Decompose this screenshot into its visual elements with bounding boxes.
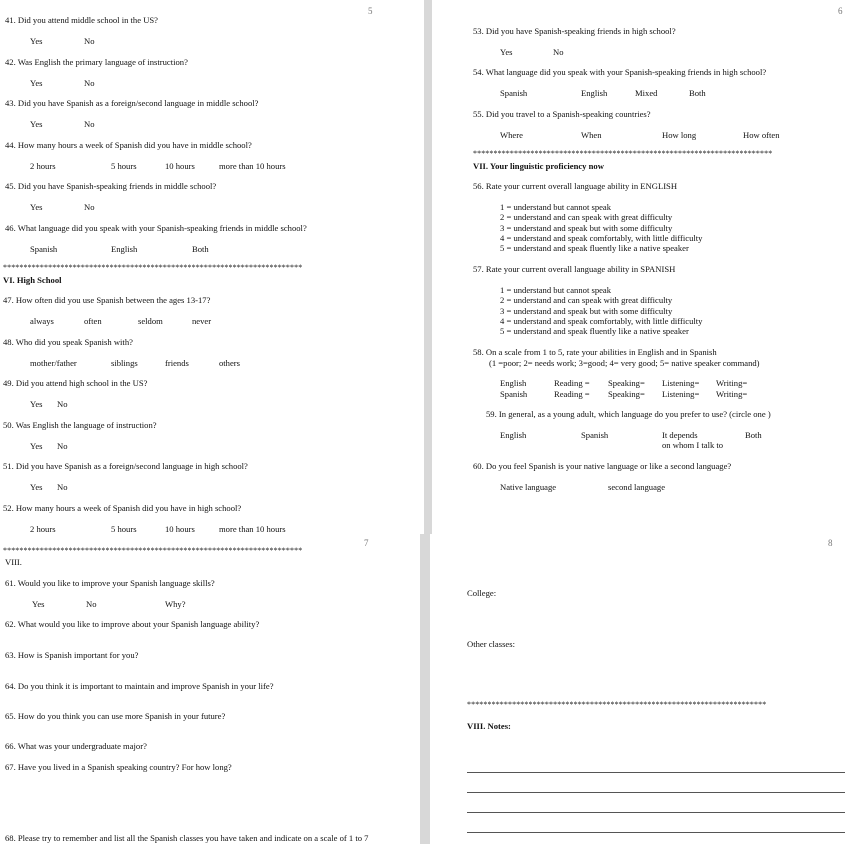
separator-line: *************************************************************************: [473, 150, 773, 158]
option-english: English: [111, 244, 138, 254]
scale-item: 2 = understand and can speak with great difficulty: [500, 212, 673, 222]
separator-line: *************************************************************************: [3, 547, 303, 555]
option-spanish: Spanish: [500, 88, 528, 98]
option-no: No: [86, 599, 97, 609]
section-heading: VII. Your linguistic proficiency now: [473, 161, 604, 171]
rating-reading: Reading =: [554, 378, 590, 388]
question-44: 44. How many hours a week of Spanish did you have in middle school?: [5, 140, 252, 150]
rating-writing: Writing=: [716, 378, 748, 388]
separator-line: *************************************************************************: [467, 701, 767, 709]
scale-item: 4 = understand and speak comfortably, with little difficulty: [500, 316, 703, 326]
option-yes: Yes: [30, 441, 43, 451]
question-48: 48. Who did you speak Spanish with?: [3, 337, 133, 347]
question-67: 67. Have you lived in a Spanish speaking country? For how long?: [5, 762, 232, 772]
option-more-than-10-hours: more than 10 hours: [219, 161, 286, 171]
scale-item: 1 = understand but cannot speak: [500, 202, 612, 212]
question-60: 60. Do you feel Spanish is your native language or like a second language?: [473, 461, 732, 471]
option-2-hours: 2 hours: [30, 524, 56, 534]
option-no: No: [84, 78, 95, 88]
question-54: 54. What language did you speak with your Spanish-speaking friends in high school?: [473, 67, 767, 77]
option-friends: friends: [165, 358, 189, 368]
question-64: 64. Do you think it is important to maintain and improve Spanish in your life?: [5, 681, 274, 691]
question-58-scale: (1 =poor; 2= needs work; 3=good; 4= very good; 5= native speaker command): [489, 358, 760, 368]
option-5-hours: 5 hours: [111, 524, 137, 534]
page-5: [0, 0, 424, 534]
rating-listening: Listening=: [662, 378, 700, 388]
question-65: 65. How do you think you can use more Spanish in your future?: [5, 711, 226, 721]
question-59: 59. In general, as a young adult, which language do you prefer to use? (circle one ): [486, 409, 771, 419]
option-yes: Yes: [500, 47, 513, 57]
option-no: No: [84, 36, 95, 46]
option-no: No: [84, 202, 95, 212]
question-47: 47. How often did you use Spanish between the ages 13-17?: [3, 295, 211, 305]
question-42: 42. Was English the primary language of instruction?: [5, 57, 188, 67]
option-spanish: Spanish: [581, 430, 609, 440]
option-10-hours: 10 hours: [165, 161, 195, 171]
page-6: [432, 0, 850, 534]
question-56: 56. Rate your current overall language ability in ENGLISH: [473, 181, 678, 191]
notes-line[interactable]: [467, 792, 845, 793]
option-yes: Yes: [30, 202, 43, 212]
option-siblings: siblings: [111, 358, 138, 368]
rating-listening: Listening=: [662, 389, 700, 399]
section-heading: VIII. Notes:: [467, 721, 511, 731]
question-46: 46. What language did you speak with your Spanish-speaking friends in middle school?: [5, 223, 307, 233]
question-52: 52. How many hours a week of Spanish did you have in high school?: [3, 503, 242, 513]
page-number: 5: [368, 6, 373, 16]
scale-item: 1 = understand but cannot speak: [500, 285, 612, 295]
option-seldom: seldom: [138, 316, 163, 326]
question-43: 43. Did you have Spanish as a foreign/second language in middle school?: [5, 98, 259, 108]
notes-line[interactable]: [467, 812, 845, 813]
option-no: No: [84, 119, 95, 129]
question-51: 51. Did you have Spanish as a foreign/second language in high school?: [3, 461, 248, 471]
option-how-often: How often: [743, 130, 780, 140]
question-58: 58. On a scale from 1 to 5, rate your abilities in English and in Spanish: [473, 347, 717, 357]
option-no: No: [57, 441, 68, 451]
option-no: No: [553, 47, 564, 57]
page-8: [430, 534, 850, 844]
option-never: never: [192, 316, 212, 326]
rating-language: Spanish: [500, 389, 528, 399]
option-why: Why?: [165, 599, 186, 609]
scale-item: 5 = understand and speak fluently like a native speaker: [500, 243, 689, 253]
option-it-depends-sub: on whom I talk to: [662, 440, 724, 450]
question-45: 45. Did you have Spanish-speaking friends in middle school?: [5, 181, 217, 191]
option-spanish: Spanish: [30, 244, 58, 254]
question-57: 57. Rate your current overall language ability in SPANISH: [473, 264, 676, 274]
option-mother-father: mother/father: [30, 358, 77, 368]
option-it-depends: It depends: [662, 430, 698, 440]
option-yes: Yes: [30, 119, 43, 129]
question-50: 50. Was English the language of instruction?: [3, 420, 157, 430]
option-10-hours: 10 hours: [165, 524, 195, 534]
option-native-language: Native language: [500, 482, 557, 492]
notes-line[interactable]: [467, 772, 845, 773]
option-when: When: [581, 130, 602, 140]
option-always: always: [30, 316, 54, 326]
separator-line: *************************************************************************: [3, 264, 303, 272]
page-number: 8: [828, 538, 833, 548]
question-66: 66. What was your undergraduate major?: [5, 741, 147, 751]
option-second-language: second language: [608, 482, 666, 492]
option-5-hours: 5 hours: [111, 161, 137, 171]
option-mixed: Mixed: [635, 88, 658, 98]
rating-language: English: [500, 378, 527, 388]
option-no: No: [57, 482, 68, 492]
option-both: Both: [745, 430, 762, 440]
page-number: 7: [364, 538, 369, 548]
section-heading: VIII.: [5, 557, 22, 567]
rating-speaking: Speaking=: [608, 378, 645, 388]
option-others: others: [219, 358, 241, 368]
option-where: Where: [500, 130, 523, 140]
option-both: Both: [192, 244, 209, 254]
scale-item: 2 = understand and can speak with great difficulty: [500, 295, 673, 305]
question-63: 63. How is Spanish important for you?: [5, 650, 139, 660]
option-yes: Yes: [30, 399, 43, 409]
notes-line[interactable]: [467, 832, 845, 833]
scale-item: 5 = understand and speak fluently like a native speaker: [500, 326, 689, 336]
scale-item: 4 = understand and speak comfortably, with little difficulty: [500, 233, 703, 243]
question-41: 41. Did you attend middle school in the US?: [5, 15, 158, 25]
rating-reading: Reading =: [554, 389, 590, 399]
option-english: English: [500, 430, 527, 440]
question-53: 53. Did you have Spanish-speaking friends in high school?: [473, 26, 676, 36]
page-7: [0, 534, 420, 844]
rating-speaking: Speaking=: [608, 389, 645, 399]
college-label: College:: [467, 588, 497, 598]
question-49: 49. Did you attend high school in the US?: [3, 378, 148, 388]
option-more-than-10-hours: more than 10 hours: [219, 524, 286, 534]
question-61: 61. Would you like to improve your Spanish language skills?: [5, 578, 215, 588]
scale-item: 3 = understand and speak but with some difficulty: [500, 306, 673, 316]
page-number: 6: [838, 6, 843, 16]
option-2-hours: 2 hours: [30, 161, 56, 171]
option-both: Both: [689, 88, 706, 98]
scale-item: 3 = understand and speak but with some difficulty: [500, 223, 673, 233]
option-yes: Yes: [30, 78, 43, 88]
option-yes: Yes: [30, 482, 43, 492]
option-english: English: [581, 88, 608, 98]
option-often: often: [84, 316, 102, 326]
question-55: 55. Did you travel to a Spanish-speaking countries?: [473, 109, 651, 119]
option-yes: Yes: [32, 599, 45, 609]
section-heading: VI. High School: [3, 275, 62, 285]
option-no: No: [57, 399, 68, 409]
option-yes: Yes: [30, 36, 43, 46]
other-classes-label: Other classes:: [467, 639, 515, 649]
question-62: 62. What would you like to improve about your Spanish language ability?: [5, 619, 260, 629]
option-how-long: How long: [662, 130, 697, 140]
question-68: 68. Please try to remember and list all the Spanish classes you have taken and indicate on a scale of 1 to 7: [5, 833, 369, 843]
rating-writing: Writing=: [716, 389, 748, 399]
